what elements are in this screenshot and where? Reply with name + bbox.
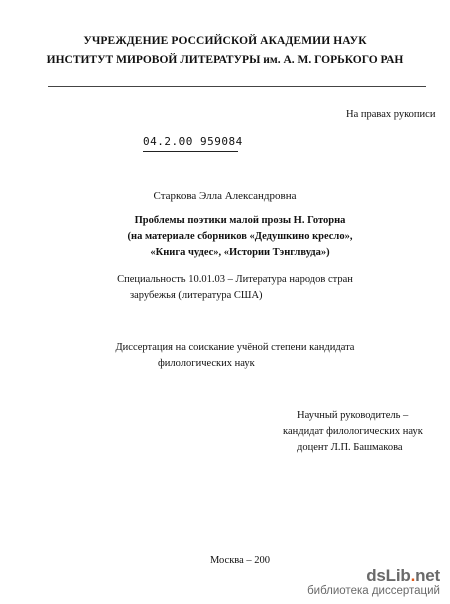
thesis-title-line-1: Проблемы поэтики малой прозы Н. Готорна [134,215,346,226]
logo-left: dsLib [366,566,411,585]
stamp-underline [143,151,238,152]
thesis-title-line-2: (на материале сборников «Дедушкино кресло», [127,231,353,242]
city-year: Москва – 200 [209,555,271,566]
supervisor-line-3: доцент Л.П. Башмакова [297,442,403,453]
author-name: Старкова Элла Александровна [153,190,297,202]
manuscript-note: На правах рукописи [346,109,436,120]
logo-right: net [415,566,440,585]
specialty-line-2: зарубежья (литература США) [130,290,263,301]
degree-line-1: Диссертация на соискание учёной степени кандидата [115,342,355,353]
specialty-line-1: Специальность 10.01.03 – Литература народов стран [117,274,353,285]
watermark-subtitle: библиотека диссертаций [307,585,440,597]
header-divider [48,86,426,87]
supervisor-line-2: кандидат филологических наук [283,426,423,437]
thesis-title-line-3: «Книга чудес», «Истории Тэнглвуда») [150,247,330,258]
library-stamp-code: 04.2.00 959084 [143,135,243,148]
institute-heading: ИНСТИТУТ МИРОВОЙ ЛИТЕРАТУРЫ им. А. М. ГОРЬКОГО РАН [46,54,404,66]
dslib-watermark[interactable] [307,567,440,598]
dslib-logo [307,567,440,585]
logo-dot: . [410,566,416,585]
degree-line-2: филологических наук [158,358,255,369]
supervisor-line-1: Научный руководитель – [297,410,409,421]
institution-heading: УЧРЕЖДЕНИЕ РОССИЙСКОЙ АКАДЕМИИ НАУК [83,35,367,47]
